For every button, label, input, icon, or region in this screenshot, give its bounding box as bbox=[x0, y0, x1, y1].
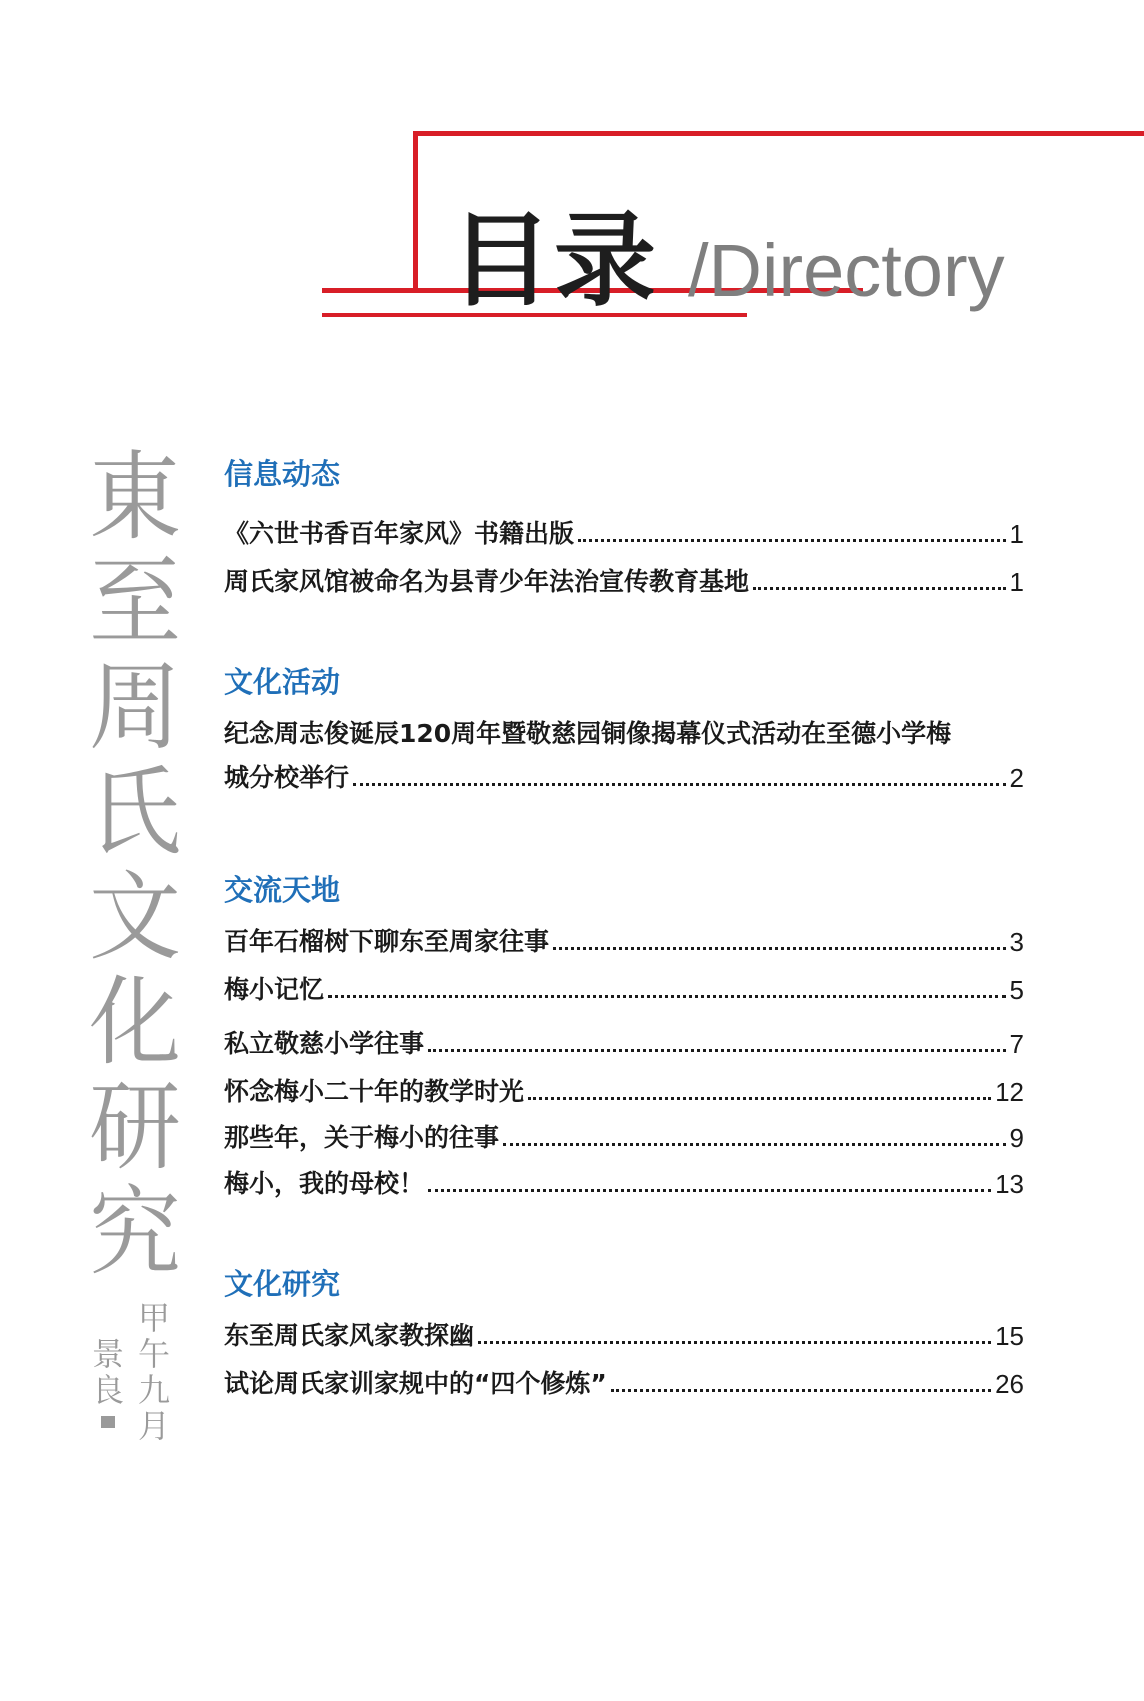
dot-leader bbox=[553, 947, 1006, 950]
calligraphy-char: 文 bbox=[88, 861, 181, 974]
dot-leader bbox=[611, 1389, 991, 1392]
toc-entry-page: 5 bbox=[1009, 975, 1024, 1005]
calligraphy-char: 究 bbox=[88, 1176, 181, 1289]
dot-leader bbox=[578, 539, 1006, 542]
toc-entry-title: 城分校举行 bbox=[224, 763, 350, 792]
dot-leader bbox=[478, 1341, 991, 1344]
dot-leader bbox=[503, 1143, 1006, 1146]
toc-entry-page: 3 bbox=[1009, 927, 1024, 957]
toc-entry-title: 《六世书香百年家风》书籍出版 bbox=[224, 519, 575, 548]
toc-entry-title: 那些年，关于梅小的往事 bbox=[224, 1123, 500, 1152]
signature-char: 月 bbox=[137, 1407, 170, 1445]
toc-entry[interactable] bbox=[224, 1020, 1024, 1060]
toc-entry-page: 1 bbox=[1009, 519, 1024, 549]
toc-entry-title: 周氏家风馆被命名为县青少年法治宣传教育基地 bbox=[224, 567, 750, 596]
page-title-cn: 目录 bbox=[450, 202, 658, 321]
section-title: 文化研究 bbox=[224, 1267, 341, 1301]
calligraphy-signature bbox=[84, 1299, 174, 1445]
toc-entry-page: 9 bbox=[1009, 1123, 1024, 1153]
toc-entry[interactable] bbox=[224, 558, 1024, 598]
toc-entry-page: 1 bbox=[1009, 567, 1024, 597]
toc-entry-title: 试论周氏家训家规中的“四个修炼” bbox=[224, 1369, 607, 1398]
section-title: 交流天地 bbox=[224, 873, 341, 907]
calligraphy-column bbox=[80, 441, 190, 1289]
page-title bbox=[450, 180, 1005, 321]
toc-entry-page: 2 bbox=[1009, 763, 1024, 793]
toc-entry-page: 15 bbox=[995, 1321, 1024, 1351]
header-top-rule bbox=[417, 131, 1144, 136]
calligraphy-char: 化 bbox=[88, 966, 181, 1079]
toc-entry[interactable] bbox=[224, 510, 1024, 550]
seal-stamp-icon bbox=[101, 1416, 115, 1428]
toc-entry[interactable] bbox=[224, 1114, 1024, 1154]
signature-char: 九 bbox=[137, 1371, 170, 1409]
toc-entry-title: 怀念梅小二十年的教学时光 bbox=[224, 1077, 525, 1106]
toc-entry-page: 12 bbox=[995, 1077, 1024, 1107]
signature-date bbox=[134, 1300, 174, 1444]
signature-name bbox=[88, 1336, 128, 1428]
toc-entry-page: 26 bbox=[995, 1369, 1024, 1399]
toc-entry-title: 私立敬慈小学往事 bbox=[224, 1029, 425, 1058]
toc-entry-page: 7 bbox=[1009, 1029, 1024, 1059]
calligraphy-char: 東 bbox=[88, 441, 181, 554]
dot-leader bbox=[528, 1097, 991, 1100]
dot-leader bbox=[328, 995, 1006, 998]
section-title: 文化活动 bbox=[224, 665, 341, 699]
toc-entry[interactable] bbox=[224, 918, 1024, 958]
calligraphy-char: 至 bbox=[88, 546, 181, 659]
toc-entry[interactable] bbox=[224, 1312, 1024, 1352]
signature-char: 午 bbox=[137, 1335, 170, 1373]
section-title: 信息动态 bbox=[224, 457, 341, 491]
calligraphy-char: 氏 bbox=[88, 756, 181, 869]
toc-entry-title: 梅小记忆 bbox=[224, 975, 325, 1004]
toc-entry-page: 13 bbox=[995, 1169, 1024, 1199]
toc-entry-title: 梅小，我的母校！ bbox=[224, 1169, 425, 1198]
toc-entry[interactable] bbox=[224, 1068, 1024, 1108]
signature-char: 良 bbox=[91, 1371, 124, 1409]
calligraphy-char: 周 bbox=[88, 651, 181, 764]
dot-leader bbox=[428, 1049, 1006, 1052]
toc-entry-title: 百年石榴树下聊东至周家往事 bbox=[224, 927, 550, 956]
dot-leader bbox=[353, 783, 1006, 786]
toc-entry[interactable] bbox=[224, 1360, 1024, 1400]
signature-char: 景 bbox=[91, 1335, 124, 1373]
dot-leader bbox=[753, 587, 1006, 590]
toc-entry[interactable] bbox=[224, 1160, 1024, 1200]
header-vertical-rule bbox=[413, 131, 418, 293]
page-title-en: /Directory bbox=[688, 229, 1005, 312]
signature-char: 甲 bbox=[137, 1299, 170, 1337]
toc-entry[interactable] bbox=[224, 966, 1024, 1006]
toc-entry-title: 东至周氏家风家教探幽 bbox=[224, 1321, 475, 1350]
calligraphy-char: 研 bbox=[88, 1071, 181, 1184]
toc-entry[interactable] bbox=[224, 754, 1024, 794]
toc-entry-title-line1: 纪念周志俊诞辰120周年暨敬慈园铜像揭幕仪式活动在至德小学梅 bbox=[224, 719, 952, 748]
dot-leader bbox=[428, 1189, 991, 1192]
